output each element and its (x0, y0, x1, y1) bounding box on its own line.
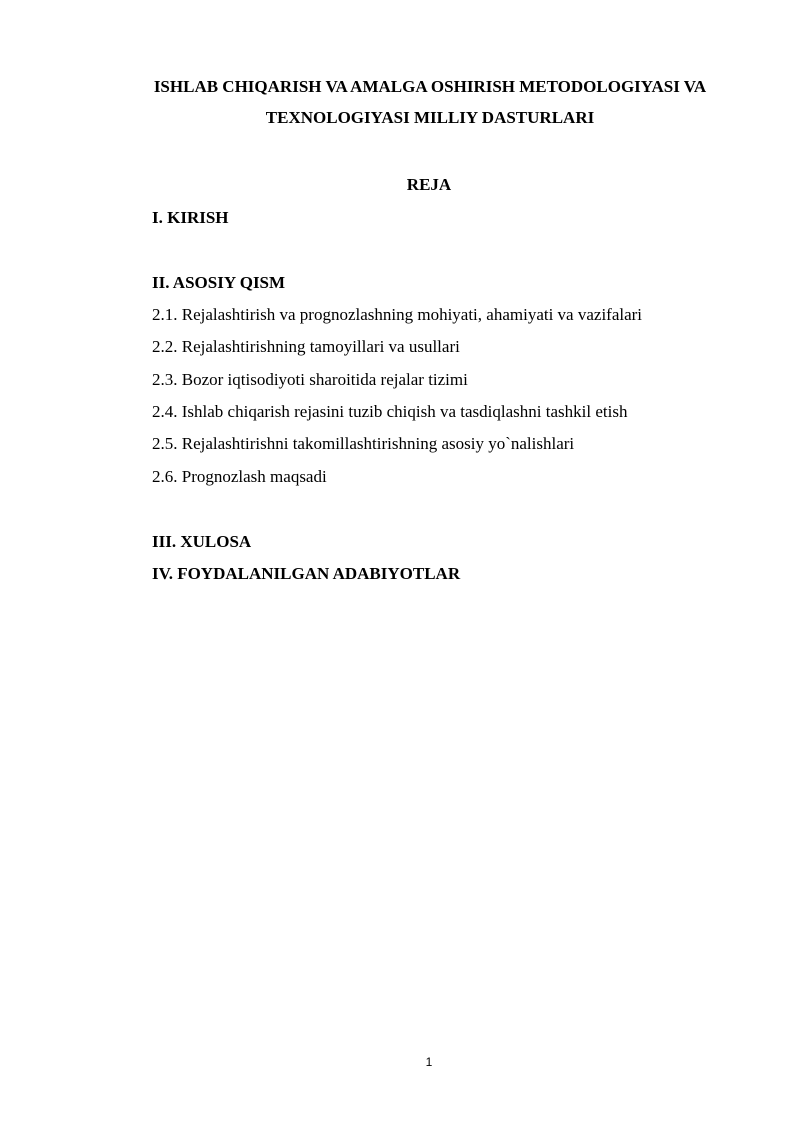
plan-item-2-5: 2.5. Rejalashtirishni takomillashtirishning asosiy yo`nalishlari (152, 434, 575, 453)
section-intro: I. KIRISH (152, 208, 229, 227)
document-title-line-2: TEXNOLOGIYASI MILLIY DASTURLARI (265, 108, 595, 127)
section-conclusion: III. XULOSA (152, 532, 252, 551)
plan-item-2-6: 2.6. Prognozlash maqsadi (152, 467, 327, 486)
document-title-line-1: ISHLAB CHIQARISH VA AMALGA OSHIRISH METODOLOGIYASI VA (153, 77, 707, 96)
plan-item-2-3: 2.3. Bozor iqtisodiyoti sharoitida rejalar tizimi (152, 370, 468, 389)
page-number: 1 (425, 1055, 433, 1069)
plan-heading: REJA (406, 175, 452, 194)
section-references: IV. FOYDALANILGAN ADABIYOTLAR (152, 564, 461, 583)
plan-item-2-1: 2.1. Rejalashtirish va prognozlashning mohiyati, ahamiyati va vazifalari (152, 305, 643, 324)
plan-item-2-4: 2.4. Ishlab chiqarish rejasini tuzib chiqish va tasdiqlashni tashkil etish (152, 402, 628, 421)
plan-item-2-2: 2.2. Rejalashtirishning tamoyillari va usullari (152, 337, 460, 356)
section-main: II. ASOSIY QISM (152, 273, 286, 292)
